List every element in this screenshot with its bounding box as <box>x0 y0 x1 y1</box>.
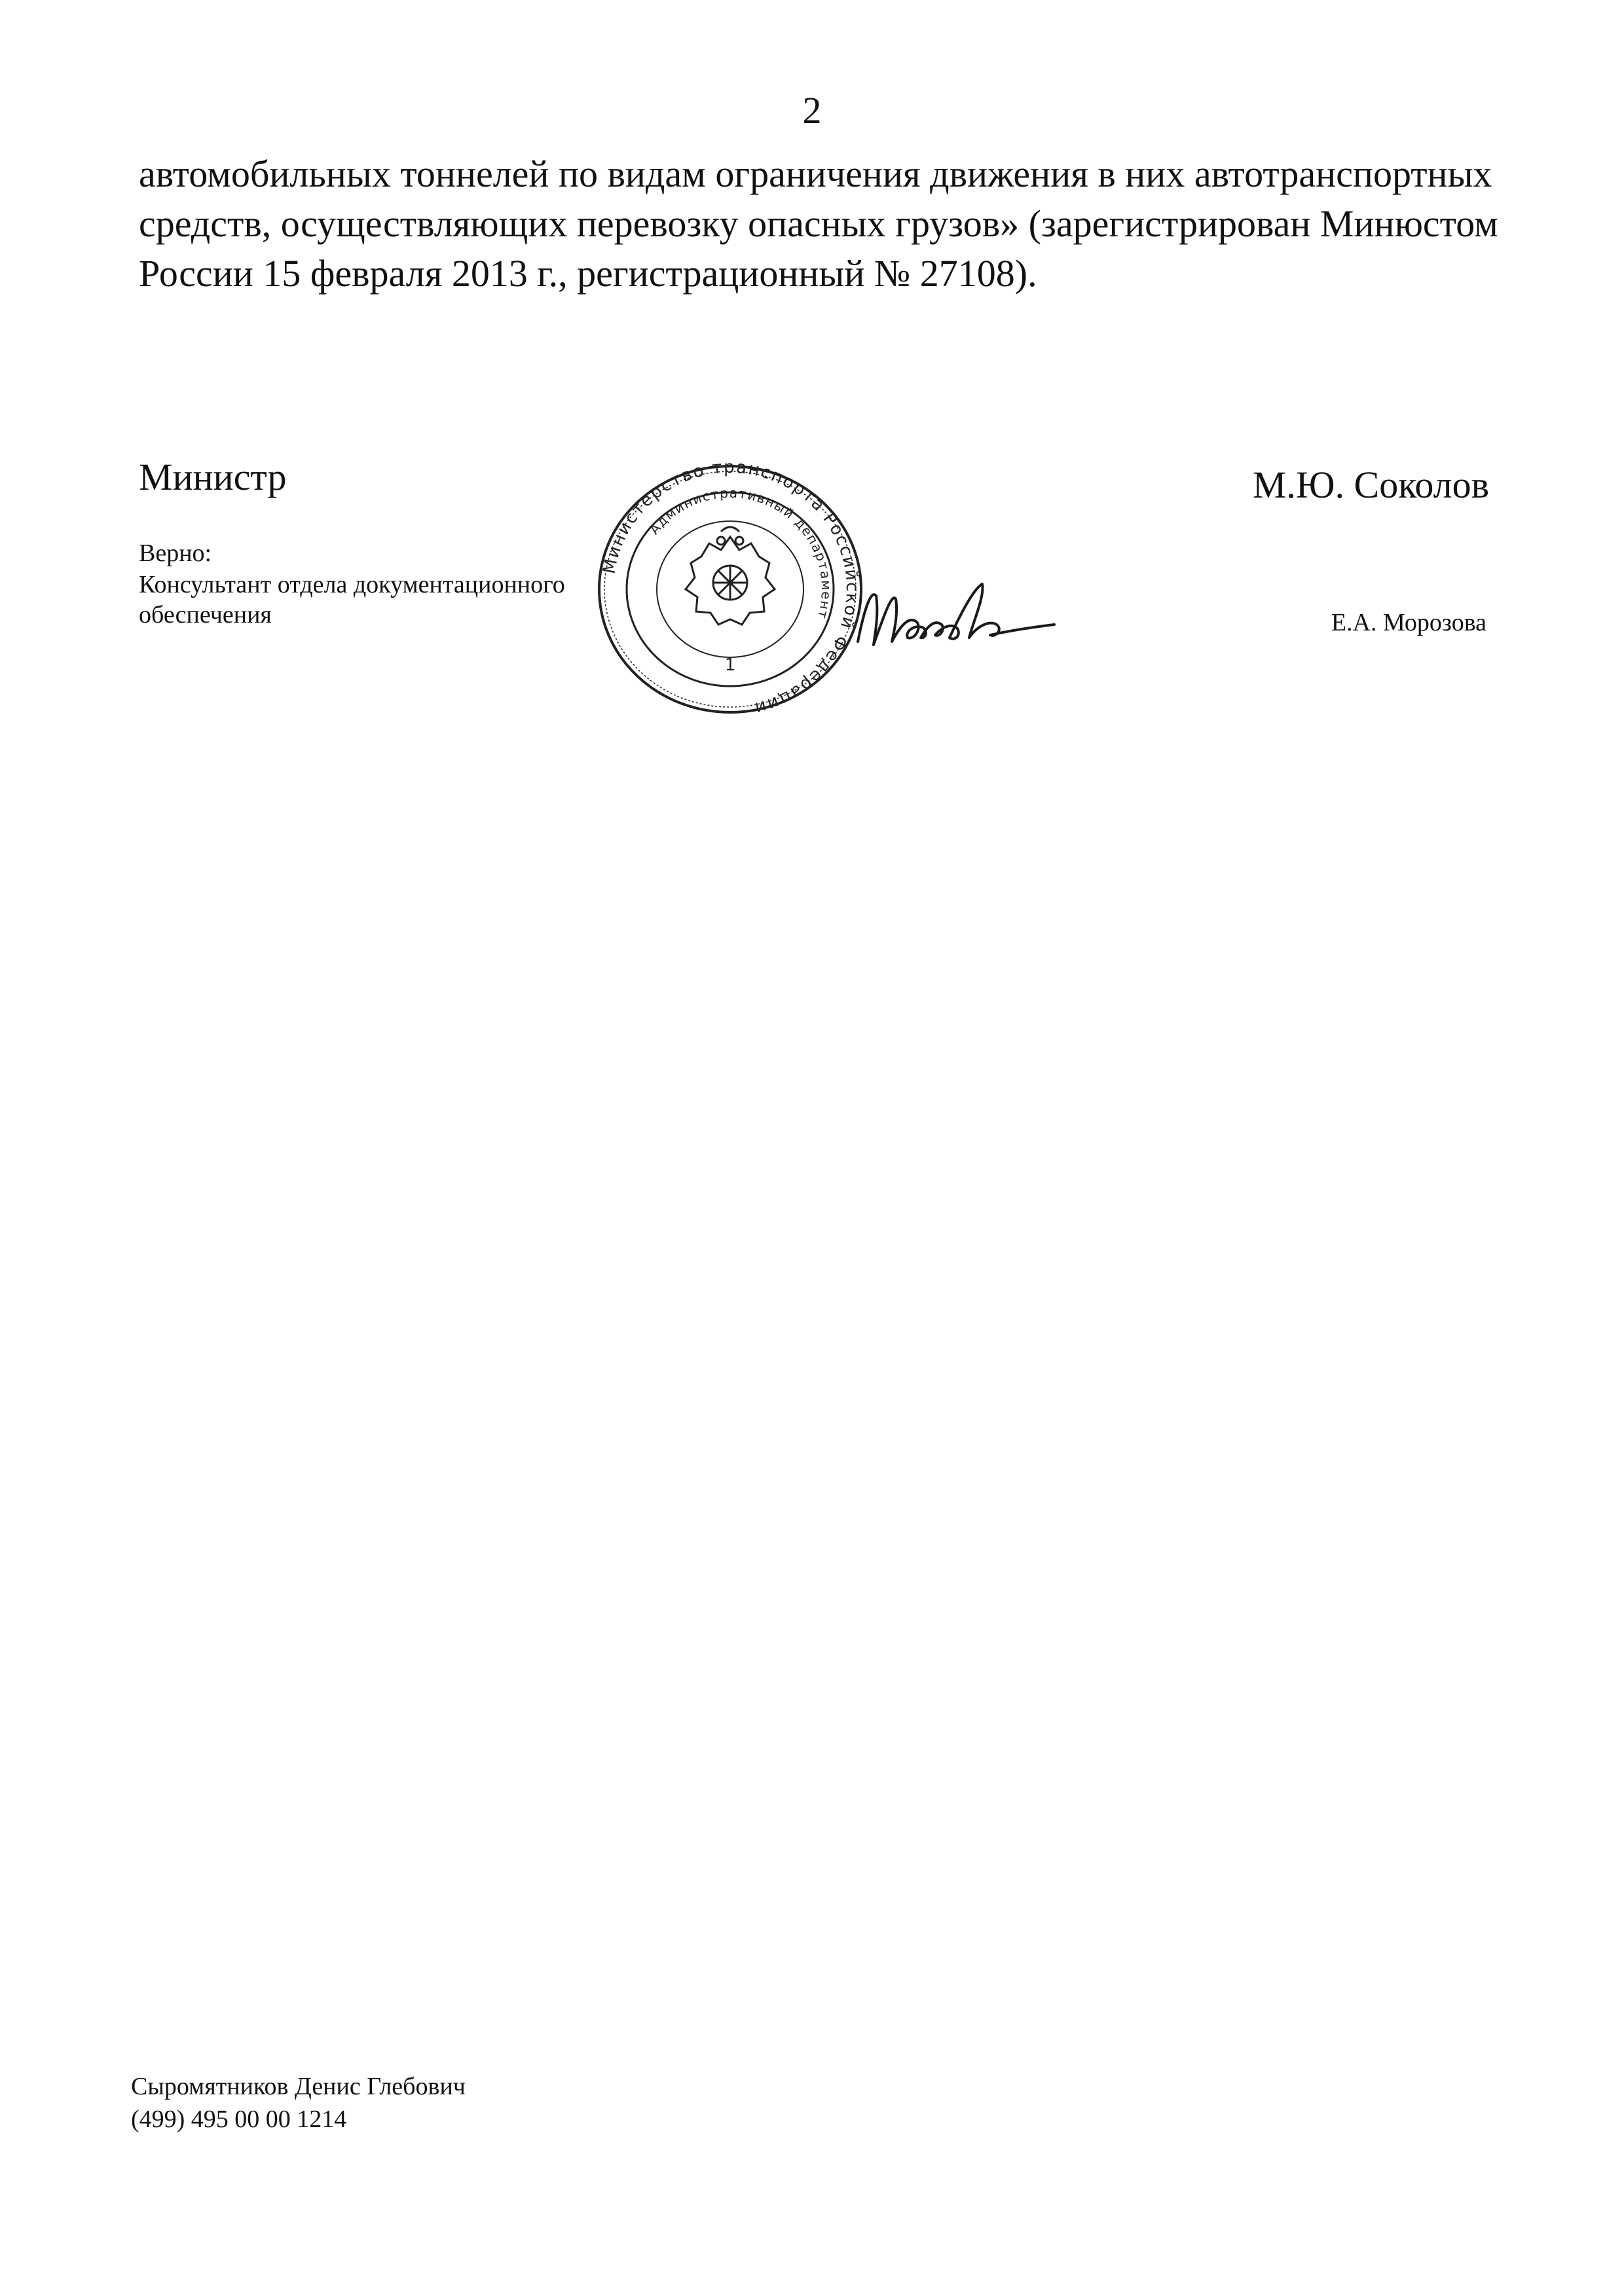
signatory-title: Министр <box>139 456 287 498</box>
seal-outer-text: Министерство транспорта Российской Федерации <box>599 457 862 719</box>
executor-name: Сыромятников Денис Глебович <box>131 2073 466 2100</box>
handwritten-signature <box>845 570 1067 661</box>
executor-phone: (499) 495 00 00 1214 <box>131 2105 347 2133</box>
certification-label: Верно: <box>139 539 212 567</box>
official-seal <box>573 452 887 727</box>
certification-position-line: Консультант отдела документационного <box>139 571 565 598</box>
body-line: России 15 февраля 2013 г., регистрационный № 27108). <box>139 252 1037 295</box>
seal-inner-text: Административный департамент <box>646 484 835 621</box>
certification-position <box>139 570 610 630</box>
seal-number: 1 <box>724 655 736 675</box>
certifier-name: Е.А. Морозова <box>1331 609 1486 636</box>
signatory-name: М.Ю. Соколов <box>1252 464 1489 506</box>
page-number: 2 <box>802 89 822 132</box>
eagle-emblem-icon <box>686 527 775 625</box>
body-line: средств, осуществляющих перевозку опасных грузов» (зарегистрирован Минюстом <box>139 202 1498 245</box>
body-line: автомобильных тоннелей по видам ограничения движения в них автотранспортных <box>139 153 1492 195</box>
executor-block <box>131 2070 466 2136</box>
body-paragraph <box>139 149 1498 299</box>
certification-position-line: обеспечения <box>139 601 272 629</box>
